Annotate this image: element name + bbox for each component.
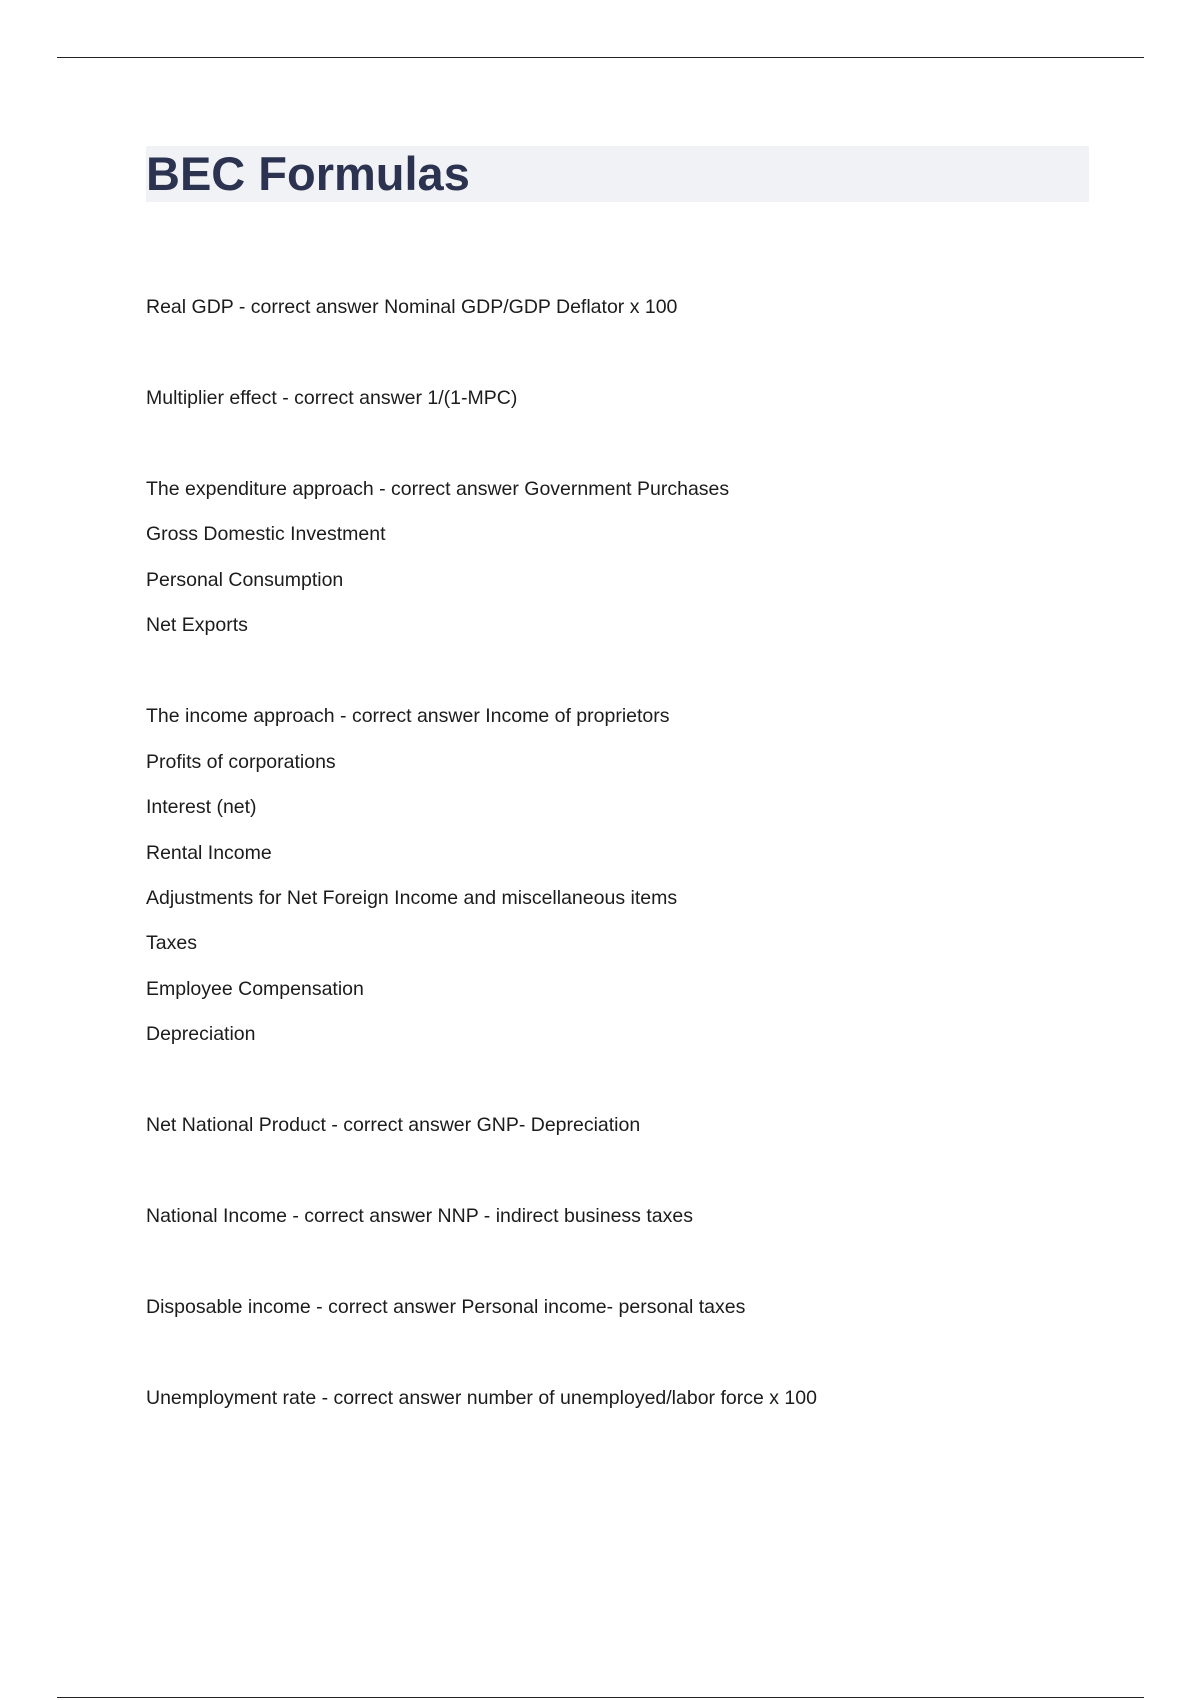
entry-answer: Income of proprietors xyxy=(485,705,670,727)
header-rule xyxy=(57,57,1144,58)
entry-disposable-income xyxy=(146,1295,745,1319)
entry-separator: - correct answer xyxy=(233,296,385,318)
entry-unemployment-rate xyxy=(146,1386,817,1410)
entry-answer-continuation: Employee Compensation xyxy=(146,978,364,1000)
entry-term: Disposable income xyxy=(146,1296,311,1318)
entry-multiplier-effect xyxy=(146,386,517,410)
entry-answer: Personal income- personal taxes xyxy=(461,1296,746,1318)
entry-answer: NNP - indirect business taxes xyxy=(437,1205,693,1227)
entry-answer: 1/(1-MPC) xyxy=(427,387,518,409)
entry-answer-continuation: Profits of corporations xyxy=(146,751,336,773)
entry-separator: - correct answer xyxy=(276,387,428,409)
entry-answer: number of unemployed/labor force x 100 xyxy=(466,1387,817,1409)
entry-answer-continuation: Net Exports xyxy=(146,614,248,636)
entry-answer: Government Purchases xyxy=(524,478,730,500)
entry-separator: - correct answer xyxy=(310,1296,462,1318)
entry-separator: - correct answer xyxy=(286,1205,438,1227)
entry-answer-continuation: Rental Income xyxy=(146,842,272,864)
entry-term: The income approach xyxy=(146,705,335,727)
entry-term: Unemployment rate xyxy=(146,1387,317,1409)
page-title: BEC Formulas xyxy=(146,147,470,200)
entry-term: Net National Product xyxy=(146,1114,326,1136)
entry-real-gdp xyxy=(146,295,677,319)
entry-answer-continuation: Gross Domestic Investment xyxy=(146,523,386,545)
entry-expenditure-approach xyxy=(146,477,729,501)
entry-answer-continuation: Interest (net) xyxy=(146,796,257,818)
entry-separator: - correct answer xyxy=(325,1114,477,1136)
entry-answer-continuation: Adjustments for Net Foreign Income and miscellaneous items xyxy=(146,887,678,909)
entry-answer: Nominal GDP/GDP Deflator x 100 xyxy=(384,296,678,318)
entry-separator: - correct answer xyxy=(334,705,486,727)
entry-income-approach xyxy=(146,704,670,728)
footer-rule xyxy=(57,1697,1144,1698)
entry-term: The expenditure approach xyxy=(146,478,374,500)
entry-answer-continuation: Depreciation xyxy=(146,1023,256,1045)
entry-net-national-product xyxy=(146,1113,640,1137)
entry-separator: - correct answer xyxy=(373,478,525,500)
entry-separator: - correct answer xyxy=(316,1387,467,1409)
entry-answer-continuation: Taxes xyxy=(146,932,197,954)
entry-term: National Income xyxy=(146,1205,287,1227)
entry-national-income xyxy=(146,1204,693,1228)
entry-term: Multiplier effect xyxy=(146,387,277,409)
entry-answer-continuation: Personal Consumption xyxy=(146,569,344,591)
entry-answer: GNP- Depreciation xyxy=(476,1114,641,1136)
entry-term: Real GDP xyxy=(146,296,234,318)
